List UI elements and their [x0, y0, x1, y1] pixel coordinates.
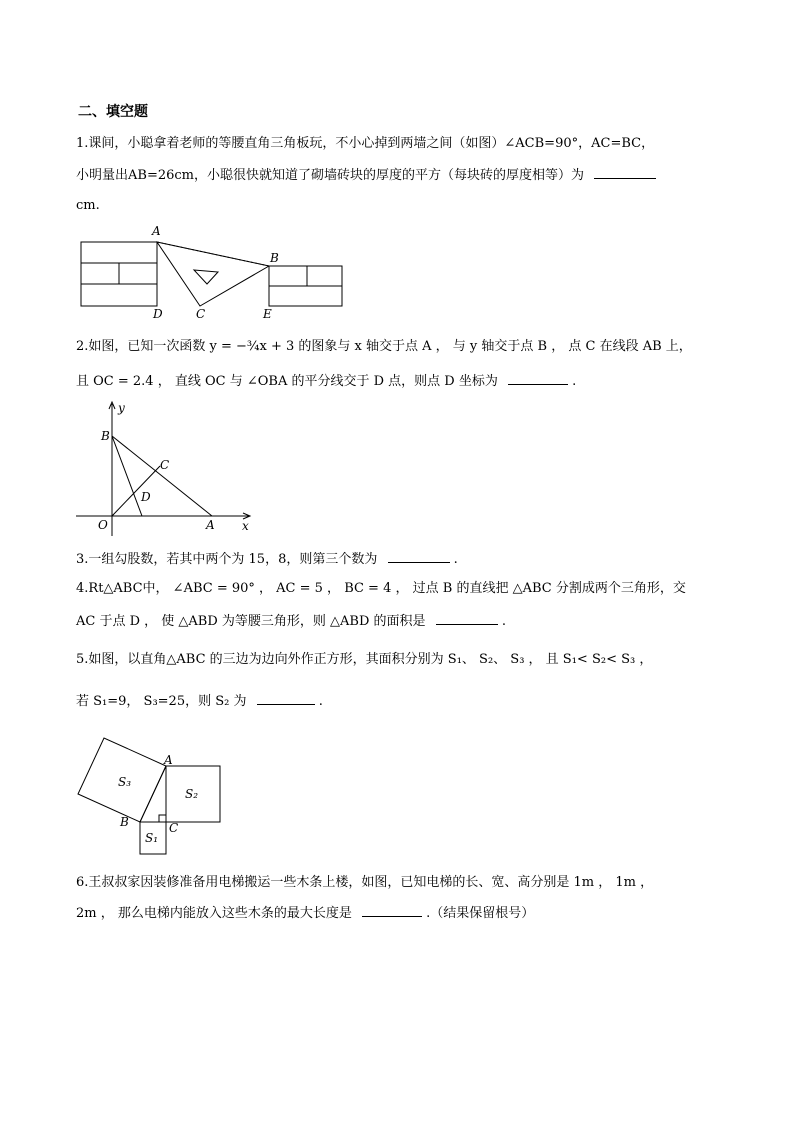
- q1-label-a: A: [152, 224, 161, 238]
- q2-figure-coordinate: [72, 398, 262, 538]
- q6-line-2-end: .（结果保留根号）: [426, 906, 535, 921]
- q2-label-a: A: [206, 518, 215, 532]
- q5-label-b: B: [120, 815, 129, 829]
- q3-answer-blank[interactable]: [388, 550, 450, 563]
- q5-label-a: A: [164, 753, 173, 767]
- q1-answer-blank[interactable]: [594, 166, 656, 179]
- q4-line-2: [76, 612, 506, 631]
- q2-line-2-text: 且 OC = 2.4 ， 直线 OC 与 ∠OBA 的平分线交于 D 点，则点 D 坐标为: [76, 374, 498, 389]
- q2-answer-blank[interactable]: [508, 372, 568, 385]
- q4-line-2-text: AC 于点 D ， 使 △ABD 为等腰三角形，则 △ABD 的面积是: [76, 614, 426, 629]
- q2-label-d: D: [141, 490, 151, 504]
- q3-line-1-text: 3.一组勾股数，若其中两个为 15，8，则第三个数为: [76, 552, 378, 567]
- q2-line-2-end: .: [572, 374, 577, 389]
- q2-label-x: x: [242, 519, 249, 533]
- q6-answer-blank[interactable]: [362, 904, 422, 917]
- q2-line-oc: [112, 466, 160, 516]
- q5-line-2-text: 若 S₁=9， S₃=25，则 S₂ 为: [76, 694, 247, 709]
- q1-label-c: C: [196, 307, 206, 321]
- q5-answer-blank[interactable]: [257, 692, 315, 705]
- q4-answer-blank[interactable]: [436, 612, 498, 625]
- q2-label-b: B: [101, 429, 110, 443]
- q1-triangle-hole: [194, 270, 218, 284]
- q5-label-s1: S₁: [145, 831, 159, 845]
- q2-label-c: C: [160, 458, 170, 472]
- q4-line-1: 4.Rt△ABC中， ∠ABC = 90° ， AC = 5 ， BC = 4 ， 过点 B 的直线把 △ABC 分割成两个三角形，交: [76, 581, 686, 596]
- section-title: 二、填空题: [78, 104, 148, 120]
- q1-line-2: [76, 166, 656, 185]
- q5-line-1: 5.如图，以直角△ABC 的三边为边向外作正方形，其面积分别为 S₁、 S₂、 S₃ ， 且 S₁< S₂< S₃ ，: [76, 652, 653, 667]
- q1-line-1: 1.课间，小聪拿着老师的等腰直角三角板玩，不小心掉到两墙之间（如图）∠ACB=90°，AC=BC，: [76, 136, 655, 151]
- q1-label-d: D: [153, 307, 163, 321]
- q2-line-2: [76, 372, 576, 391]
- q1-triangle-abc: [157, 242, 269, 306]
- q6-line-1: 6.王叔叔家因装修准备用电梯搬运一些木条上楼，如图，已知电梯的长、宽、高分别是 1m ， 1m ，: [76, 875, 654, 890]
- q4-line-2-end: .: [501, 614, 506, 629]
- q2-label-o: O: [98, 518, 108, 532]
- q1-line-2-text: 小明量出AB=26cm，小聪很快就知道了砌墙砖块的厚度的平方（每块砖的厚度相等）为: [76, 168, 584, 183]
- q5-line-2: [76, 692, 323, 711]
- q3-line-1: [76, 550, 458, 569]
- q2-line-1: 2.如图，已知一次函数 y = −¾x + 3 的图象与 x 轴交于点 A ， 与 y 轴交于点 B ， 点 C 在线段 AB 上，: [76, 339, 692, 354]
- q6-line-2: [76, 904, 534, 923]
- q1-label-e: E: [263, 307, 272, 321]
- q1-line-3: cm.: [76, 198, 100, 213]
- q3-line-1-end: .: [453, 552, 458, 567]
- q5-label-s3: S₃: [118, 775, 132, 789]
- q2-label-y: y: [118, 401, 125, 415]
- q5-label-s2: S₂: [185, 787, 199, 801]
- q6-line-2-text: 2m ， 那么电梯内能放入这些木条的最大长度是: [76, 906, 352, 921]
- q5-figure-squares: [74, 722, 224, 858]
- q1-label-b: B: [270, 251, 279, 265]
- q1-figure-bricks-triangle: [76, 222, 348, 322]
- q5-label-c: C: [169, 821, 179, 835]
- q5-line-2-end: .: [318, 694, 323, 709]
